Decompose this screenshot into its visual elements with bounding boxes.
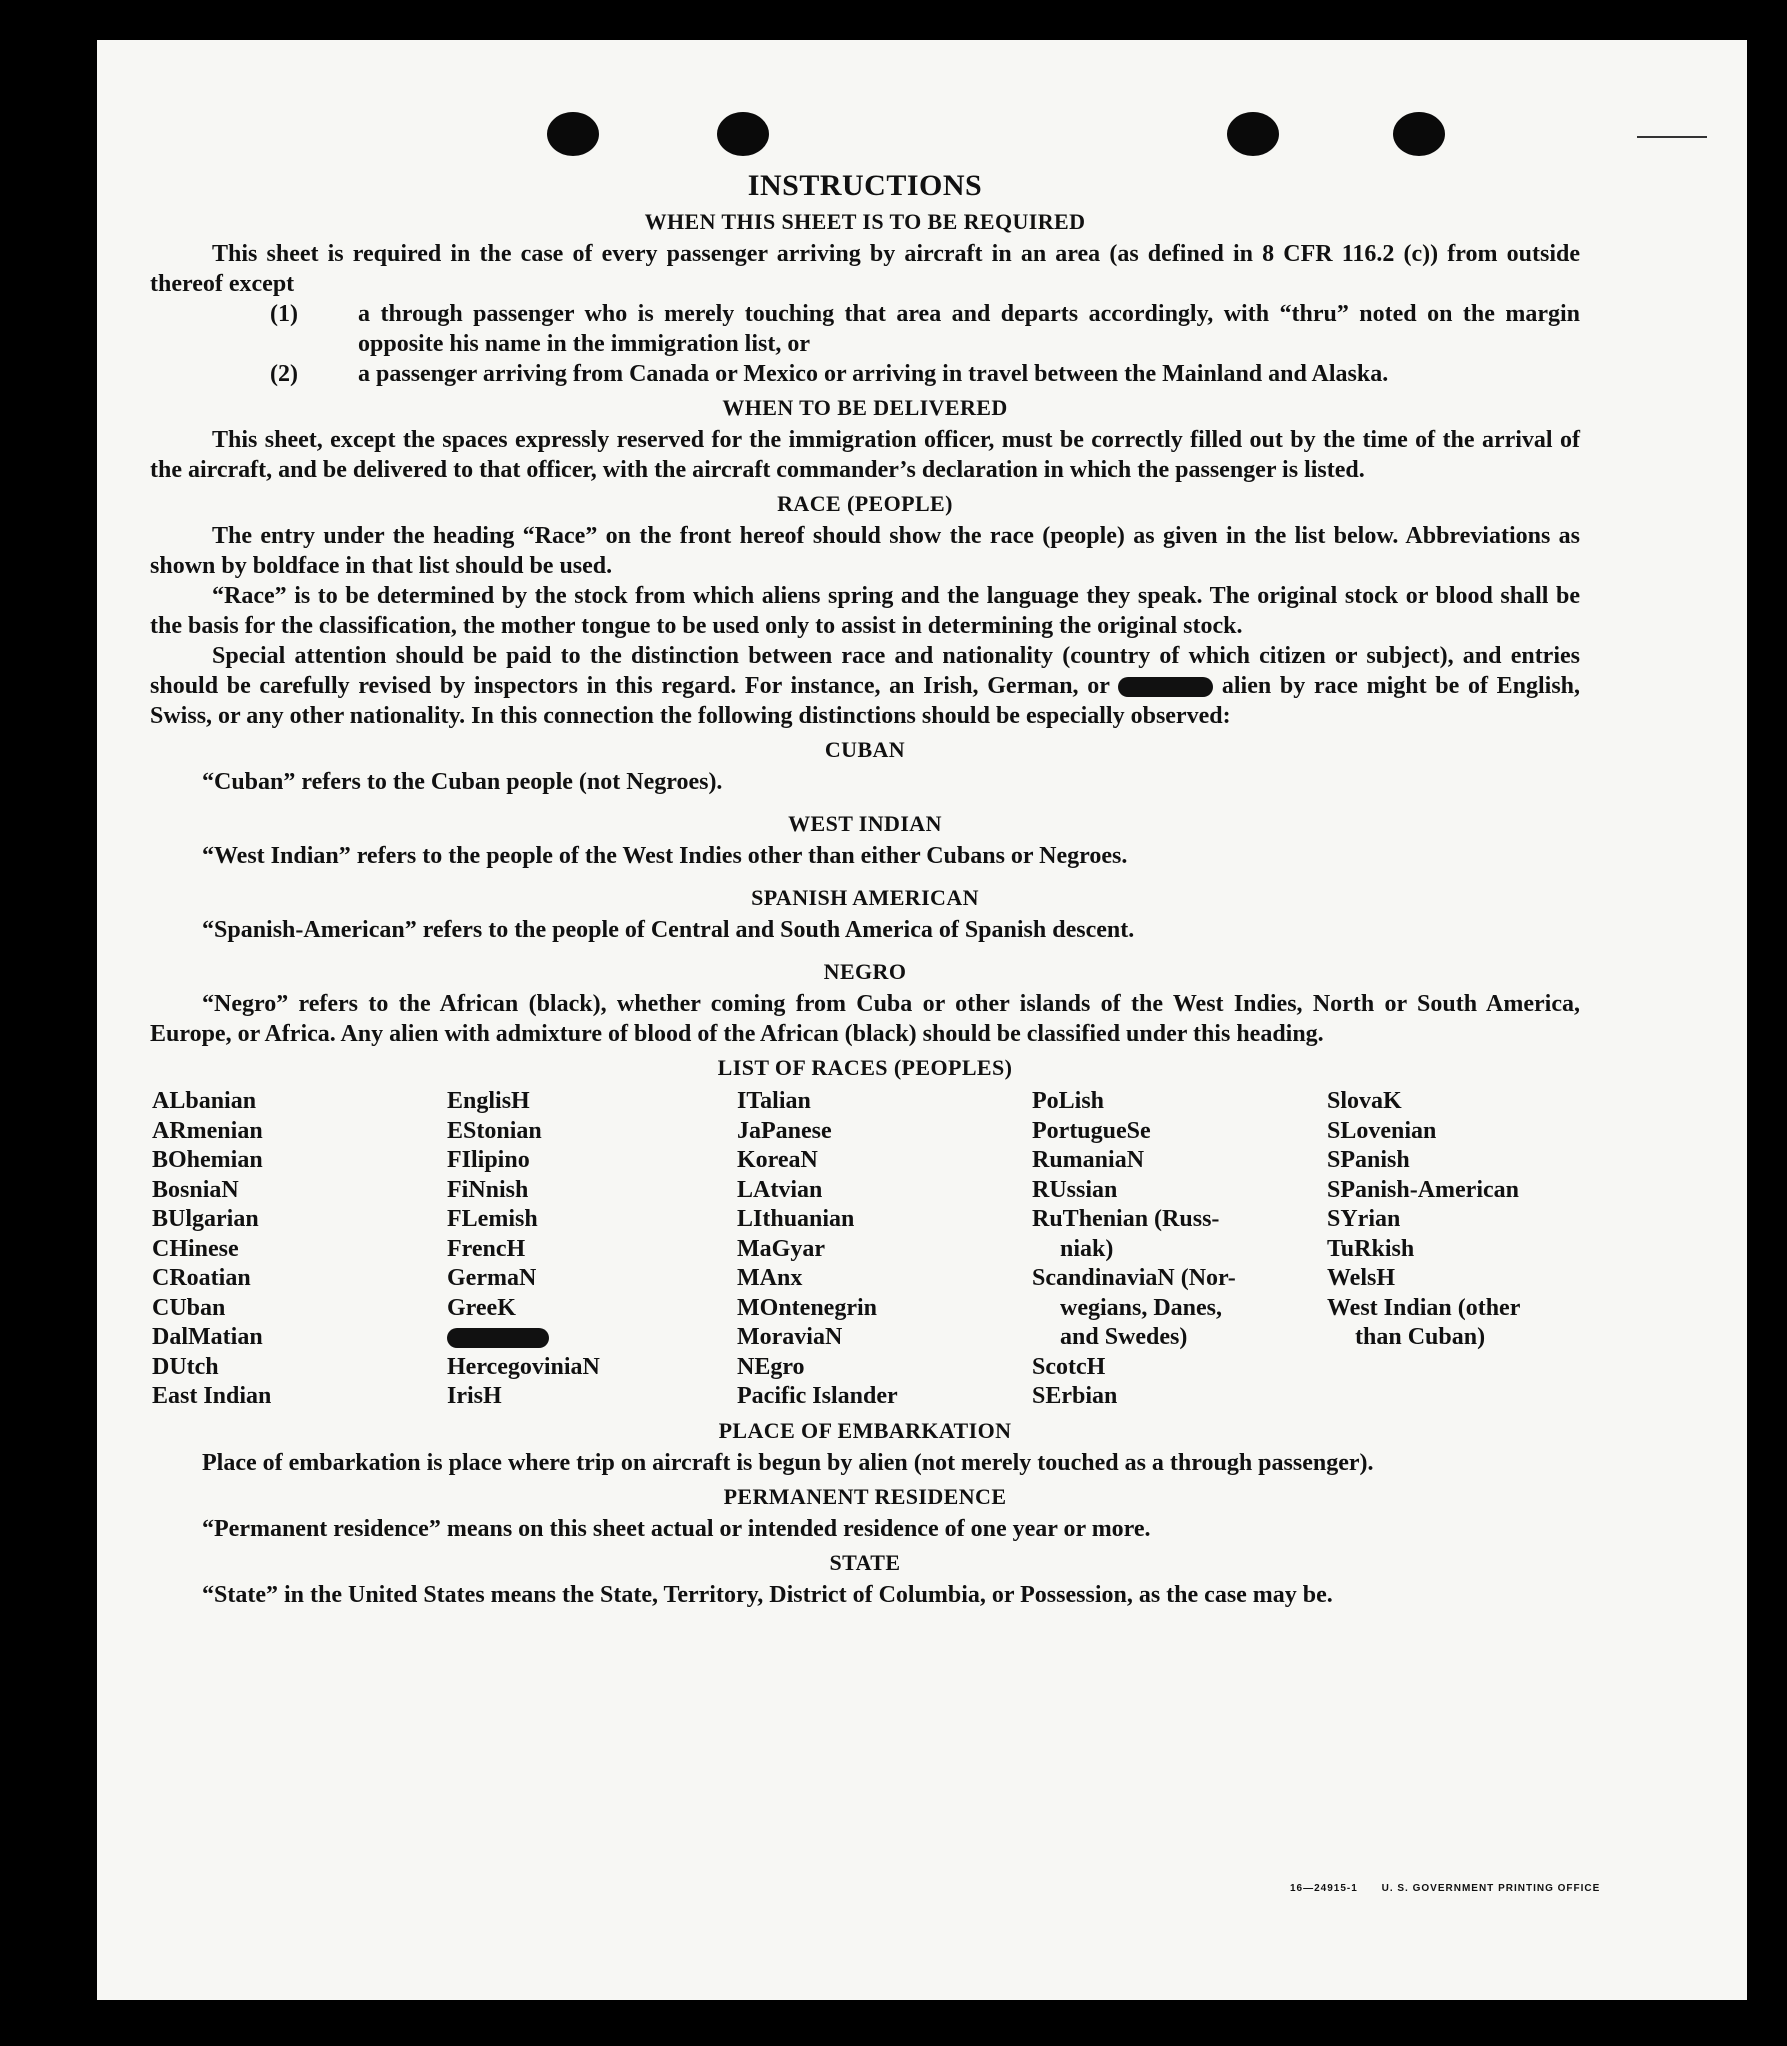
west-indian-text: “West Indian” refers to the people of the West Indies other than either Cubans or Negroes. — [202, 843, 1128, 869]
state-text: “State” in the United States means the State, Territory, District of Columbia, or Possession, as the case may be. — [202, 1581, 1333, 1608]
when-required-intro: This sheet is required in the case of every passenger arriving by aircraft in an area (as defined in 8 CFR 116.2 (c)) from outside thereof except — [150, 241, 1580, 297]
race-paragraph-3-end: alien by race might be of English, Swiss, or any other nationality. In this connection the following distinctions should be especially observed: — [150, 673, 1581, 729]
divider — [1637, 136, 1707, 138]
races-list — [152, 1087, 1580, 1412]
item-text: a passenger arriving from Canada or Mexico or arriving in travel between the Mainland and Alaska. — [358, 361, 1389, 387]
heading-spanish-american: SPANISH AMERICAN — [751, 885, 979, 910]
race-item: IrisH — [447, 1383, 502, 1409]
race-item: ITalian — [737, 1088, 811, 1114]
race-paragraph-3 — [150, 641, 1580, 731]
races-column — [1327, 1087, 1582, 1412]
heading-list-of-races: LIST OF RACES (PEOPLES) — [717, 1055, 1013, 1080]
heading-west-indian: WEST INDIAN — [788, 811, 942, 836]
race-item: Pacific Islander — [737, 1383, 898, 1409]
race-item: KoreaN — [737, 1147, 818, 1173]
race-item: CRoatian — [152, 1265, 251, 1291]
race-paragraph-1: The entry under the heading “Race” on the front hereof should show the race (people) as given in the list below. Abbreviations as shown by boldface in that list should be used. — [150, 523, 1580, 579]
race-item: JaPanese — [737, 1117, 832, 1144]
race-item: SPanish-American — [1327, 1176, 1519, 1203]
race-item: LIthuanian — [737, 1206, 855, 1232]
race-item: LAtvian — [737, 1176, 823, 1203]
race-item: EStonian — [447, 1117, 542, 1144]
redaction-mark — [1118, 677, 1213, 697]
race-item: RUssian — [1032, 1176, 1118, 1203]
race-item: DUtch — [152, 1353, 219, 1380]
race-item: BOhemian — [152, 1147, 263, 1173]
races-column — [1032, 1087, 1327, 1412]
redaction-mark — [447, 1328, 549, 1348]
race-item: PoLish — [1032, 1088, 1105, 1114]
race-item: than Cuban) — [1355, 1324, 1486, 1350]
race-item: TuRkish — [1327, 1235, 1415, 1262]
race-item: SErbian — [1032, 1383, 1118, 1409]
race-item: wegians, Danes, — [1060, 1294, 1223, 1321]
race-item: NEgro — [737, 1353, 805, 1380]
cuban-text: “Cuban” refers to the Cuban people (not Negroes). — [202, 769, 723, 795]
heading-race: RACE (PEOPLE) — [777, 491, 953, 516]
punch-hole — [1393, 112, 1445, 156]
embarkation-text: Place of embarkation is place where trip on aircraft is begun by alien (not merely touched as a through passenger). — [202, 1449, 1374, 1476]
race-item-redacted — [447, 1323, 737, 1353]
exception-item — [150, 359, 1580, 389]
race-item: GreeK — [447, 1294, 516, 1321]
heading-when-required: WHEN THIS SHEET IS TO BE REQUIRED — [644, 209, 1086, 234]
race-item: FIlipino — [447, 1147, 530, 1173]
race-item: HercegoviniaN — [447, 1353, 600, 1380]
race-item: ARmenian — [152, 1117, 263, 1144]
printer-name: U. S. GOVERNMENT PRINTING OFFICE — [1381, 1883, 1601, 1894]
residence-text: “Permanent residence” means on this sheet actual or intended residence of one year or more. — [202, 1515, 1151, 1542]
race-item: East Indian — [152, 1383, 272, 1409]
race-item: MOntenegrin — [737, 1294, 877, 1321]
form-number: 16—24915-1 — [1290, 1883, 1358, 1894]
race-item: RuThenian (Russ- — [1032, 1206, 1220, 1232]
race-item: West Indian (other — [1327, 1294, 1521, 1321]
race-item: DalMatian — [152, 1324, 263, 1350]
race-item: CHinese — [152, 1235, 239, 1262]
race-item: SPanish — [1327, 1147, 1410, 1173]
negro-text: “Negro” refers to the African (black), whether coming from Cuba or other islands of the West Indies, North or South America, Europe, or Africa. Any alien with admixture of blood of the African (black) should be classified under this heading. — [150, 991, 1580, 1047]
race-item: ALbanian — [152, 1088, 257, 1114]
races-column — [737, 1087, 1032, 1412]
race-item: PortugueSe — [1032, 1117, 1151, 1144]
race-item: MaGyar — [737, 1235, 825, 1262]
item-number: (1) — [270, 301, 298, 327]
when-delivered-text: This sheet, except the spaces expressly reserved for the immigration officer, must be correctly filled out by the time of the arrival of the aircraft, and be delivered to that officer, with the aircraft commander’s declaration in which the passenger is listed. — [150, 427, 1580, 483]
instructions-content — [150, 165, 1580, 1610]
race-item: MoraviaN — [737, 1324, 843, 1350]
race-item: niak) — [1060, 1235, 1114, 1262]
punch-hole — [717, 112, 769, 156]
race-item: BosniaN — [152, 1176, 239, 1203]
race-item: FLemish — [447, 1206, 538, 1232]
race-item: EnglisH — [447, 1088, 530, 1114]
races-column — [447, 1087, 737, 1412]
exception-item — [150, 299, 1580, 359]
race-item: FiNnish — [447, 1176, 529, 1203]
race-item: SlovaK — [1327, 1088, 1402, 1114]
race-item: RumaniaN — [1032, 1147, 1145, 1173]
race-item: WelsH — [1327, 1265, 1396, 1291]
heading-embarkation: PLACE OF EMBARKATION — [718, 1417, 1012, 1443]
heading-when-delivered: WHEN TO BE DELIVERED — [722, 395, 1008, 420]
race-item: CUban — [152, 1294, 226, 1321]
heading-cuban: CUBAN — [824, 737, 906, 762]
spanish-american-text: “Spanish-American” refers to the people of Central and South America of Spanish descent. — [202, 917, 1135, 943]
heading-residence: PERMANENT RESIDENCE — [723, 1483, 1007, 1509]
race-item: and Swedes) — [1060, 1324, 1188, 1350]
punch-hole — [547, 112, 599, 156]
punch-hole — [1227, 112, 1279, 156]
printer-footer — [1290, 1883, 1620, 1894]
race-paragraph-2: “Race” is to be determined by the stock from which aliens spring and the language they speak. The original stock or blood shall be the basis for the classification, the mother tongue to be used only to assist in determining the original stock. — [150, 583, 1580, 639]
race-item: BUlgarian — [152, 1206, 259, 1232]
item-number: (2) — [270, 361, 298, 387]
heading-state: STATE — [829, 1549, 901, 1575]
race-item: SLovenian — [1327, 1117, 1437, 1144]
races-column — [152, 1087, 447, 1412]
item-text: a through passenger who is merely touching that area and departs accordingly, with “thru” noted on the margin opposite his name in the immigration list, or — [358, 301, 1580, 357]
race-item: GermaN — [447, 1265, 537, 1291]
race-item: SYrian — [1327, 1206, 1401, 1232]
race-item: MAnx — [737, 1265, 803, 1291]
race-item: FrencH — [447, 1235, 526, 1262]
race-paragraph-3-start: Special attention should be paid to the distinction between race and nationality (country of which citizen or subject), and entries should be carefully revised by inspectors in this regard. For instance, an Irish, German, or — [150, 643, 1580, 699]
heading-negro: NEGRO — [823, 959, 907, 984]
page-title: INSTRUCTIONS — [747, 169, 983, 202]
race-item: ScotcH — [1032, 1353, 1106, 1380]
race-item: ScandinaviaN (Nor- — [1032, 1265, 1236, 1291]
